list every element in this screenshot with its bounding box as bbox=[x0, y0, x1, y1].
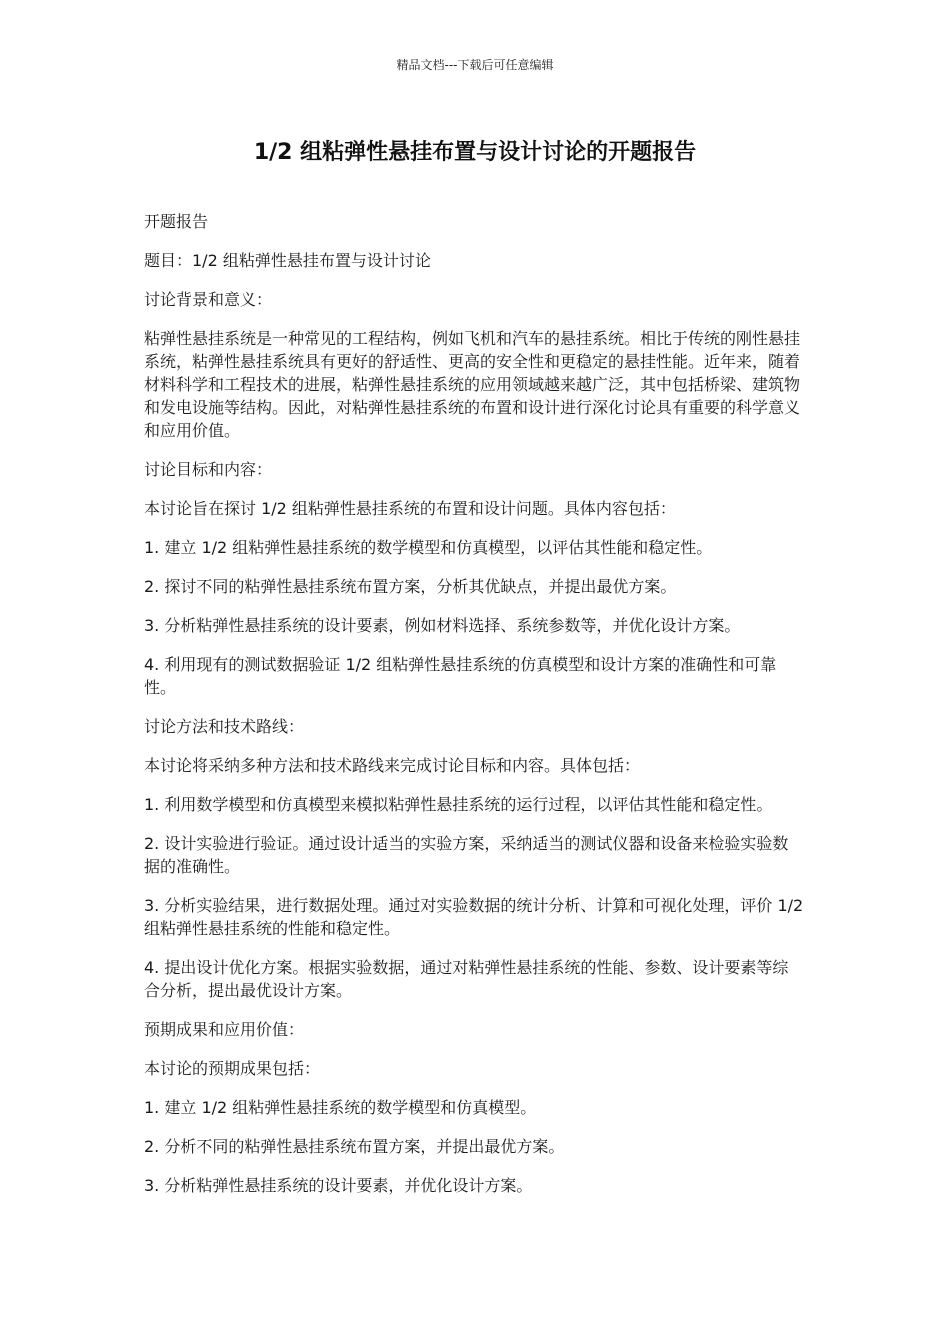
document-title: 1/2 组粘弹性悬挂布置与设计讨论的开题报告 bbox=[253, 140, 697, 165]
goals-item-2: 2. 探讨不同的粘弹性悬挂系统布置方案，分析其优缺点，并提出最优方案。 bbox=[144, 577, 677, 596]
page-header: 精品文档---下载后可任意编辑 bbox=[396, 58, 554, 72]
methods-item-3: 3. 分析实验结果，进行数据处理。通过对实验数据的统计分析、计算和可视化处理，评价 1/2 组粘弹性悬挂系统的性能和稳定性。 bbox=[144, 896, 804, 938]
section-heading-outcomes: 预期成果和应用价值： bbox=[144, 1020, 305, 1039]
outcomes-item-3: 3. 分析粘弹性悬挂系统的设计要素，并优化设计方案。 bbox=[144, 1176, 533, 1195]
goals-item-3: 3. 分析粘弹性悬挂系统的设计要素，例如材料选择、系统参数等，并优化设计方案。 bbox=[144, 616, 741, 635]
outcomes-intro: 本讨论的预期成果包括： bbox=[144, 1059, 321, 1078]
goals-item-4: 4. 利用现有的测试数据验证 1/2 组粘弹性悬挂系统的仿真模型和设计方案的准确性和可靠性。 bbox=[144, 655, 777, 697]
methods-item-4: 4. 提出设计优化方案。根据实验数据，通过对粘弹性悬挂系统的性能、参数、设计要素等综合分析，提出最优设计方案。 bbox=[144, 958, 789, 1000]
section-label-report: 开题报告 bbox=[144, 212, 209, 231]
goals-item-1: 1. 建立 1/2 组粘弹性悬挂系统的数学模型和仿真模型，以评估其性能和稳定性。 bbox=[144, 538, 713, 557]
document-body bbox=[144, 210, 804, 1213]
section-heading-background: 讨论背景和意义： bbox=[144, 290, 273, 309]
section-heading-goals: 讨论目标和内容： bbox=[144, 460, 273, 479]
methods-intro: 本讨论将采纳多种方法和技术路线来完成讨论目标和内容。具体包括： bbox=[144, 756, 641, 775]
section-heading-methods: 讨论方法和技术路线： bbox=[144, 717, 305, 736]
outcomes-item-1: 1. 建立 1/2 组粘弹性悬挂系统的数学模型和仿真模型。 bbox=[144, 1098, 537, 1117]
topic-line: 题目：1/2 组粘弹性悬挂布置与设计讨论 bbox=[144, 251, 431, 270]
methods-item-2: 2. 设计实验进行验证。通过设计适当的实验方案，采纳适当的测试仪器和设备来检验实验数据的准确性。 bbox=[144, 834, 789, 876]
methods-item-1: 1. 利用数学模型和仿真模型来模拟粘弹性悬挂系统的运行过程，以评估其性能和稳定性。 bbox=[144, 795, 773, 814]
goals-intro: 本讨论旨在探讨 1/2 组粘弹性悬挂系统的布置和设计问题。具体内容包括： bbox=[144, 499, 676, 518]
outcomes-item-2: 2. 分析不同的粘弹性悬挂系统布置方案，并提出最优方案。 bbox=[144, 1137, 565, 1156]
background-paragraph: 粘弹性悬挂系统是一种常见的工程结构，例如飞机和汽车的悬挂系统。相比于传统的刚性悬挂系统，粘弹性悬挂系统具有更好的舒适性、更高的安全性和更稳定的悬挂性能。近年来，随着材料科学和工程技术的进展，粘弹性悬挂系统的应用领域越来越广泛，其中包括桥梁、建筑物和发电设施等结构。因此，对粘弹性悬挂系统的布置和设计进行深化讨论具有重要的科学意义和应用价值。 bbox=[144, 329, 801, 440]
